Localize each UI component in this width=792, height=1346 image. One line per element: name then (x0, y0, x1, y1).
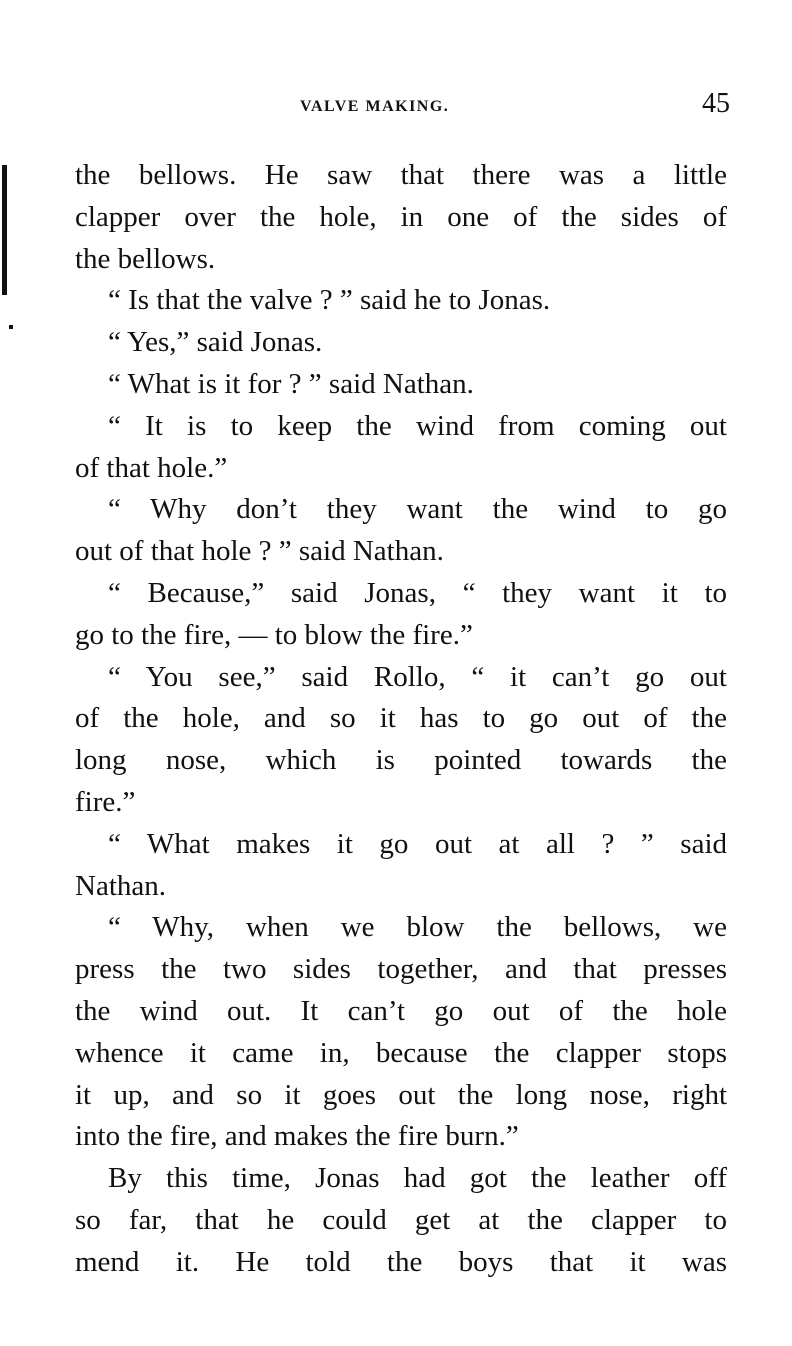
text-line: of the hole, and so it has to go out of the (75, 702, 727, 735)
text-line: out of that hole ? ” said Nathan. (75, 535, 444, 568)
text-line: go to the fire, — to blow the fire.” (75, 618, 473, 651)
text-line: By this time, Jonas had got the leather off (108, 1162, 727, 1195)
text-line: “ Is that the valve ? ” said he to Jonas. (108, 284, 551, 317)
page-number: 45 (702, 88, 730, 119)
text-line: “ It is to keep the wind from coming out (108, 409, 727, 442)
text-line: of that hole.” (75, 451, 228, 484)
text-line: the wind out. It can’t go out of the hole (75, 994, 727, 1027)
text-line: the bellows. (75, 242, 216, 275)
text-line: “ Why don’t they want the wind to go (108, 493, 727, 526)
text-line: long nose, which is pointed towards the (75, 744, 727, 777)
text-line: “ What is it for ? ” said Nathan. (108, 367, 474, 400)
body-text (75, 155, 727, 1284)
scan-edge-mark (2, 165, 7, 295)
running-head: VALVE MAKING. (300, 98, 450, 115)
text-line: “ Because,” said Jonas, “ they want it to (108, 576, 727, 609)
text-line: press the two sides together, and that presses (75, 953, 727, 986)
text-line: so far, that he could get at the clapper to (75, 1203, 727, 1236)
text-line: into the fire, and makes the fire burn.” (75, 1120, 519, 1153)
text-line: the bellows. He saw that there was a little (75, 159, 727, 191)
scan-edge-dot (9, 325, 13, 329)
text-line: mend it. He told the boys that it was (75, 1245, 727, 1278)
text-line: “ Why, when we blow the bellows, we (108, 911, 727, 944)
text-line: “ What makes it go out at all ? ” said (108, 827, 727, 860)
text-line: Nathan. (75, 869, 166, 902)
text-line: it up, and so it goes out the long nose, right (75, 1078, 727, 1111)
text-line: “ Yes,” said Jonas. (108, 326, 323, 359)
text-line: clapper over the hole, in one of the sides of (75, 200, 727, 233)
text-line: fire.” (75, 785, 136, 818)
text-line: “ You see,” said Rollo, “ it can’t go out (108, 660, 727, 693)
text-line: whence it came in, because the clapper stops (75, 1036, 727, 1069)
page-header (300, 88, 740, 128)
